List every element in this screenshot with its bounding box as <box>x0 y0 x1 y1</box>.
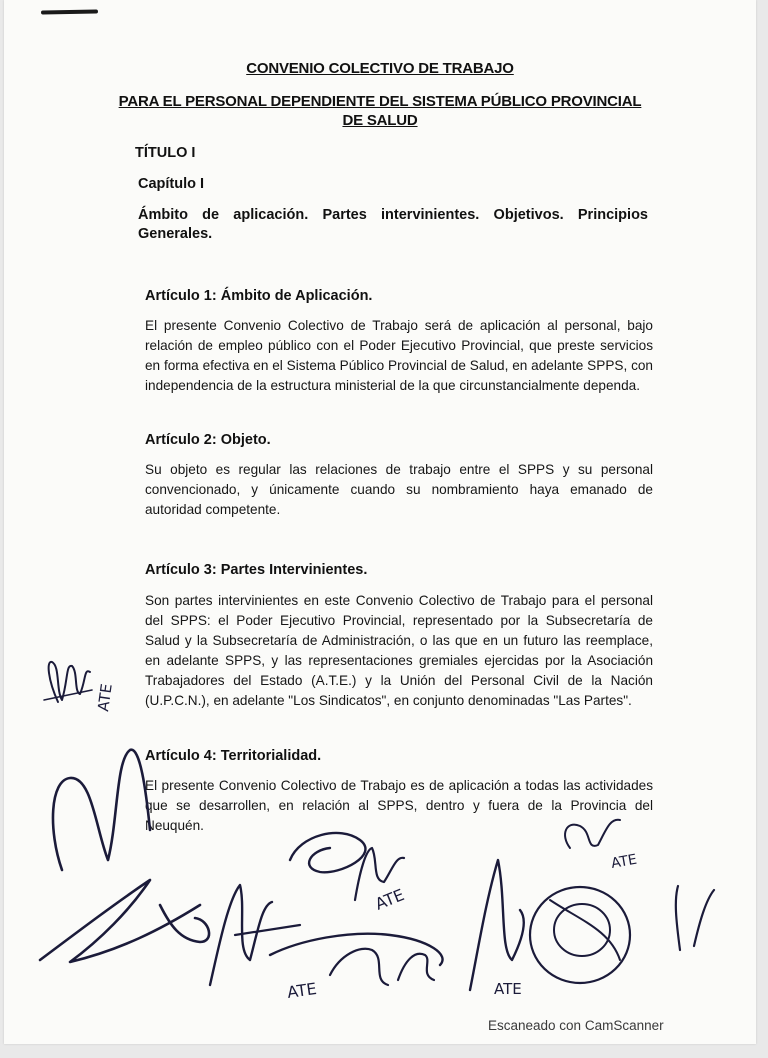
article-2-body: Su objeto es regular las relaciones de trabajo entre el SPPS y su personal convencionado, y únicamente cuando su nombramiento haya emanado de autoridad competente. <box>145 462 653 517</box>
camscanner-watermark: Escaneado con CamScanner <box>488 1018 664 1033</box>
article-1-body: El presente Convenio Colectivo de Trabajo será de aplicación al personal, bajo relación de empleo público con el Poder Ejecutivo Provincial, que preste servicios en forma efectiva en el Sistema Público Provincial de Salud, en adelante SPPS, con independencia de la estructura ministerial de la que circunstancialmente dependa. <box>145 318 653 393</box>
chapter-subtitle: Ámbito de aplicación. Partes intervinientes. Objetivos. Principios Generales. <box>138 207 648 242</box>
article-3-body: Son partes intervinientes en este Convenio Colectivo de Trabajo para el personal del SPPS: el Poder Ejecutivo Provincial, representado por la Subsecretaría de Salud y la Subsecretaría de Administración, o las que en un futuro las reemplace, en adelante SPPS, y las representaciones gremiales ejercidas por la Asociación Trabajadores del Estado (A.T.E.) y la Unión del Personal Civil de la Nación (U.P.C.N.), en adelante "Los Sindicatos", en conjunto denominadas "Las Partes". <box>145 593 653 708</box>
subtitle-line-1: PARA EL PERSONAL DEPENDIENTE DEL SISTEMA PÚBLICO PROVINCIAL <box>118 93 642 110</box>
chapter-heading: Capítulo I <box>138 176 205 192</box>
article-4-heading: Artículo 4: Territorialidad. <box>145 748 322 764</box>
document-subtitle <box>4 92 756 130</box>
title-heading: TÍTULO I <box>135 145 196 161</box>
document-title: CONVENIO COLECTIVO DE TRABAJO <box>246 60 514 77</box>
article-4-body: El presente Convenio Colectivo de Trabajo es de aplicación a todas las actividades que se desarrollen, en relación al SPPS, dentro y fuera de la Provincia del Neuquén. <box>145 778 653 833</box>
signature-annotation-2: ATE <box>372 885 407 914</box>
signature-annotation-1: ATE <box>94 682 116 713</box>
signature-annotation-5: ATE <box>609 851 639 872</box>
signature-annotation-3: ATE <box>285 979 318 1002</box>
article-1-heading: Artículo 1: Ámbito de Aplicación. <box>145 288 373 304</box>
subtitle-line-2: DE SALUD <box>342 112 418 129</box>
signature-annotation-4: ATE <box>494 980 522 998</box>
scan-mark <box>41 10 98 15</box>
article-3-heading: Artículo 3: Partes Intervinientes. <box>145 562 368 578</box>
article-2-heading: Artículo 2: Objeto. <box>145 432 271 448</box>
document-page <box>4 0 756 1044</box>
